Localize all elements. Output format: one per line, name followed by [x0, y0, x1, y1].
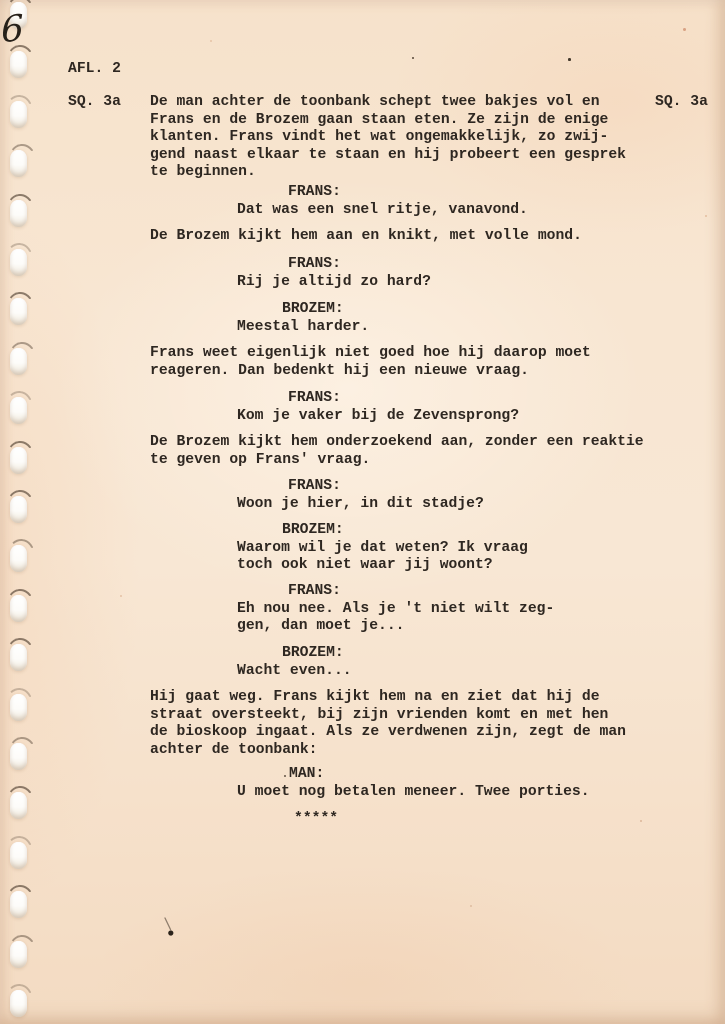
dialogue-line: Waarom wil je dat weten? Ik vraag — [237, 539, 528, 556]
action-line: Hij gaat weg. Frans kijkt hem na en ziet dat hij de — [150, 689, 600, 705]
binder-hole — [10, 348, 27, 375]
dialogue-line: Rij je altijd zo hard? — [237, 273, 431, 290]
action-line: De Brozem kijkt hem onderzoekend aan, zonder een reaktie — [150, 434, 644, 450]
binder-hole — [10, 545, 27, 572]
character-name: FRANS: — [288, 390, 341, 406]
action-block — [150, 689, 626, 759]
action-line: te geven op Frans' vraag. — [150, 451, 371, 468]
action-line: straat oversteekt, bij zijn vrienden komt en met hen — [150, 706, 609, 723]
action-line: de bioskoop ingaat. Als ze verdwenen zijn, zegt de man — [150, 724, 626, 741]
action-block — [150, 94, 626, 182]
dialogue-line: Wacht even... — [237, 662, 352, 679]
dialogue-block — [237, 766, 590, 801]
binder-hole — [10, 298, 27, 325]
binder-hole — [10, 447, 27, 474]
ink-tick-mark — [162, 916, 178, 942]
dialogue-block — [237, 645, 352, 680]
binder-hole — [10, 595, 27, 622]
action-block — [150, 434, 644, 469]
dialogue-line: toch ook niet waar jij woont? — [237, 557, 493, 574]
paper-speck — [210, 40, 212, 42]
action-block — [150, 345, 591, 380]
action-line: achter de toonbank: — [150, 741, 318, 758]
dialogue-block — [237, 184, 528, 219]
action-line: reageren. Dan bedenkt hij een nieuwe vraag. — [150, 362, 529, 379]
dialogue-line: Woon je hier, in dit stadje? — [237, 495, 484, 512]
binder-hole — [10, 249, 27, 276]
character-name: BROZEM: — [282, 301, 344, 317]
binder-hole — [10, 496, 27, 523]
character-name: FRANS: — [288, 256, 341, 272]
action-line: Frans en de Brozem gaan staan eten. Ze zijn de enige — [150, 111, 609, 128]
paper-speck — [683, 28, 686, 31]
paper-speck — [568, 58, 571, 61]
dialogue-block — [237, 256, 431, 291]
scene-number-right: SQ. 3a — [655, 94, 708, 110]
paper-speck — [120, 595, 122, 597]
character-name: BROZEM: — [282, 522, 344, 538]
dialogue-line: U moet nog betalen meneer. Twee porties. — [237, 783, 590, 800]
paper-speck — [705, 215, 707, 217]
binder-hole — [10, 644, 27, 671]
character-name: FRANS: — [288, 583, 341, 599]
action-block — [150, 228, 582, 246]
binder-hole — [10, 397, 27, 424]
dialogue-line: gen, dan moet je... — [237, 618, 405, 635]
binder-hole — [10, 200, 27, 227]
action-line: te beginnen. — [150, 164, 256, 181]
dialogue-block — [237, 390, 519, 425]
binder-hole — [10, 792, 27, 819]
character-name: BROZEM: — [282, 645, 344, 661]
dialogue-line: Dat was een snel ritje, vanavond. — [237, 201, 528, 218]
action-line: gend naast elkaar te staan en hij probeert een gesprek — [150, 146, 626, 163]
action-line: klanten. Frans vindt het wat ongemakkelijk, zo zwij- — [150, 129, 609, 146]
dialogue-line: Eh nou nee. Als je 't niet wilt zeg- — [237, 600, 555, 617]
binder-hole — [10, 51, 27, 78]
end-marker — [294, 811, 338, 829]
paper-speck — [412, 57, 414, 59]
binder-hole — [10, 941, 27, 968]
paper-speck — [284, 775, 286, 777]
end-marker-text: ***** — [294, 811, 339, 827]
dialogue-line: Kom je vaker bij de Zevensprong? — [237, 407, 520, 424]
episode-label: AFL. 2 — [68, 61, 121, 77]
dialogue-line: Meestal harder. — [237, 318, 370, 335]
scene-number-left: SQ. 3a — [68, 94, 121, 110]
binder-hole — [10, 842, 27, 869]
paper-speck — [640, 820, 642, 822]
dialogue-block — [237, 522, 528, 575]
character-name: MAN: — [289, 766, 325, 782]
paper-speck — [470, 905, 472, 907]
binder-hole — [10, 743, 27, 770]
dialogue-block — [237, 478, 484, 513]
action-line: De man achter de toonbank schept twee bakjes vol en — [150, 94, 600, 110]
binder-hole — [10, 891, 27, 918]
character-name: FRANS: — [288, 478, 341, 494]
dialogue-block — [237, 583, 554, 636]
binder-hole — [10, 101, 27, 128]
dialogue-block — [237, 301, 369, 336]
handwritten-page-number: 6 — [0, 7, 25, 52]
action-line: De Brozem kijkt hem aan en knikt, met volle mond. — [150, 228, 582, 244]
binder-hole — [10, 990, 27, 1017]
action-line: Frans weet eigenlijk niet goed hoe hij daarop moet — [150, 345, 591, 361]
character-name: FRANS: — [288, 184, 341, 200]
binder-hole — [10, 694, 27, 721]
binder-hole — [10, 150, 27, 177]
